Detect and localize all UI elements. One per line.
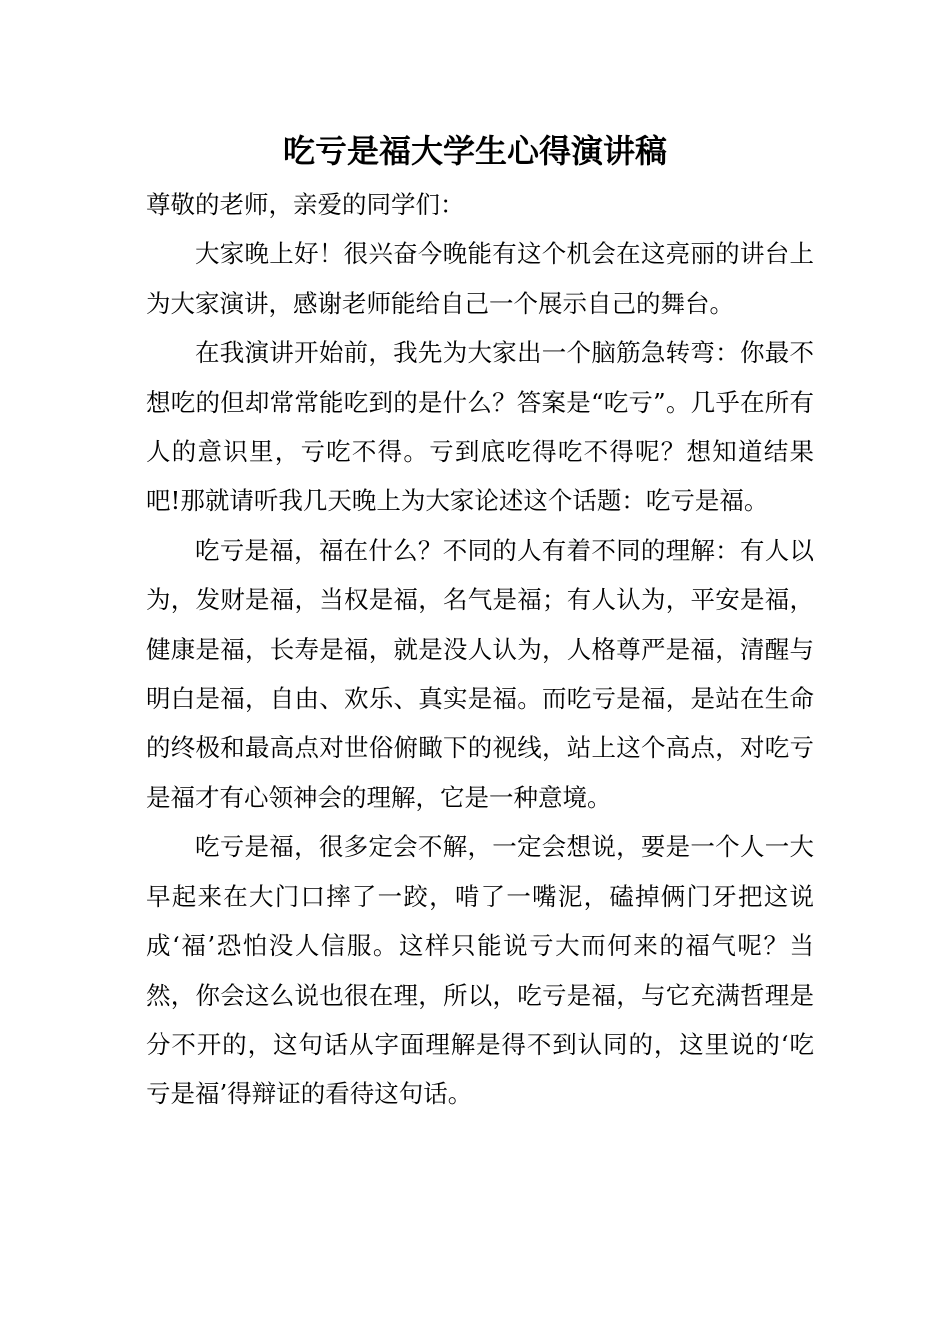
document-body bbox=[146, 180, 814, 1119]
document-title: 吃亏是福大学生心得演讲稿 bbox=[282, 132, 667, 170]
paragraph-3: 吃亏是福，福在什么？不同的人有着不同的理解：有人以为，发财是福，当权是福，名气是福；有人认为，平安是福，健康是福，长寿是福，就是没人认为，人格尊严是福，清醒与明白是福，自由、欢乐、真实是福。而吃亏是福，是站在生命的终极和最高点对世俗俯瞰下的视线，站上这个高点，对吃亏是福才有心领神会的理解，它是一种意境。 bbox=[146, 535, 814, 812]
paragraph-1: 大家晚上好！很兴奋今晚能有这个机会在这亮丽的讲台上为大家演讲，感谢老师能给自己一个展示自己的舞台。 bbox=[146, 239, 814, 318]
paragraph-2: 在我演讲开始前，我先为大家出一个脑筋急转弯：你最不想吃的但却常常能吃到的是什么？答案是“吃亏”。几乎在所有人的意识里，亏吃不得。亏到底吃得吃不得呢？想知道结果吧!那就请听我几天晚上为大家论述这个话题：吃亏是福。 bbox=[146, 338, 814, 516]
salutation: 尊敬的老师，亲爱的同学们： bbox=[146, 190, 465, 219]
paragraph-4: 吃亏是福，很多定会不解，一定会想说，要是一个人一大早起来在大门口摔了一跤，啃了一嘴泥，磕掉俩门牙把这说成‘福’恐怕没人信服。这样只能说亏大而何来的福气呢？当然，你会这么说也很在理，所以，吃亏是福，与它充满哲理是分不开的，这句话从字面理解是得不到认同的，这里说的‘吃亏是福’得辩证的看待这句话。 bbox=[146, 832, 814, 1109]
